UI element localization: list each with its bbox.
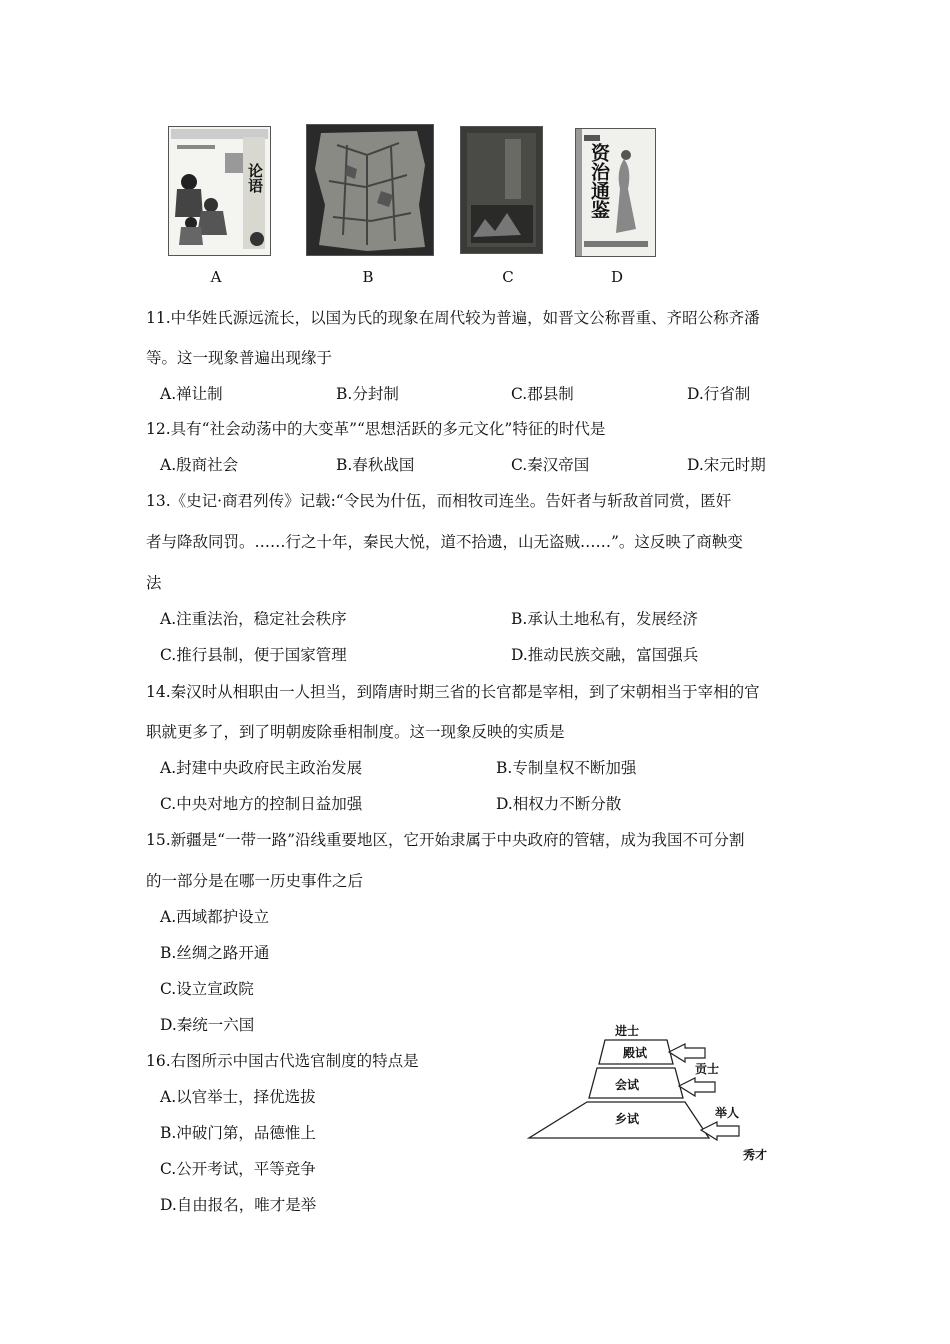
exam-pyramid-diagram: [525, 1018, 785, 1164]
q14-option-b: B.专制皇权不断加强: [496, 759, 637, 777]
pyramid-arrow-3-label: 秀才: [743, 1148, 768, 1162]
image-a-caption: A: [210, 268, 222, 286]
pyramid-level-3-label: 乡试: [615, 1112, 640, 1126]
question-14-line-1: 14.秦汉时从相职由一人担当，到隋唐时期三省的长官都是宰相，到了宋朝相当于宰相的官: [146, 683, 760, 701]
arrow-juren-icon: [679, 1078, 715, 1096]
question-11-line-2: 等。这一现象普遍出现缘于: [146, 349, 333, 367]
question-13-line-3: 法: [146, 574, 162, 592]
q11-option-c: C.郡县制: [511, 385, 574, 403]
pyramid-arrow-2-label: 举人: [715, 1106, 740, 1120]
image-b-stone-map: [306, 124, 434, 256]
pyramid-top-label: 进士: [615, 1024, 640, 1038]
q12-option-a: A.殷商社会: [160, 456, 239, 474]
lunyu-spine-text: 论语: [246, 163, 264, 193]
q16-option-b: B.冲破门第，品德惟上: [160, 1124, 316, 1142]
q14-option-d: D.相权力不断分散: [496, 795, 622, 813]
image-c-dark-book: [460, 126, 543, 254]
image-a-lunyu-book: [168, 126, 271, 256]
pyramid-level-1-label: 殿试: [623, 1046, 648, 1060]
image-d-caption: D: [610, 268, 624, 286]
q11-option-d: D.行省制: [687, 385, 751, 403]
q12-option-b: B.春秋战国: [336, 456, 415, 474]
image-b-caption: B: [362, 268, 374, 286]
image-d-zizhitongjian-book: [575, 128, 656, 257]
q16-option-a: A.以官举士，择优选拔: [160, 1088, 316, 1106]
q16-option-d: D.自由报名，唯才是举: [160, 1196, 317, 1214]
dark-book-cover-icon: [461, 127, 542, 253]
q16-option-c: C.公开考试，平等竞争: [160, 1160, 316, 1178]
q12-option-c: C.秦汉帝国: [511, 456, 590, 474]
stone-rubbing-icon: [307, 125, 433, 255]
q14-option-a: A.封建中央政府民主政治发展: [160, 759, 363, 777]
question-14-line-2: 职就更多了，到了明朝废除垂相制度。这一现象反映的实质是: [146, 723, 565, 741]
q13-option-b: B.承认土地私有，发展经济: [511, 610, 698, 628]
question-15-line-1: 15.新疆是“一带一路”沿线重要地区，它开始隶属于中央政府的管辖，成为我国不可分割: [146, 831, 745, 849]
question-15-line-2: 的一部分是在哪一历史事件之后: [146, 872, 364, 890]
q14-option-c: C.中央对地方的控制日益加强: [160, 795, 363, 813]
question-11-line-1: 11.中华姓氏源远流长，以国为氏的现象在周代较为普遍，如晋文公称晋重、齐昭公称齐潘: [146, 309, 760, 327]
pyramid-shapes: [525, 1018, 785, 1164]
q13-option-c: C.推行县制，便于国家管理: [160, 646, 347, 664]
q15-option-b: B.丝绸之路开通: [160, 944, 270, 962]
pyramid-arrow-1-label: 贡士: [695, 1062, 720, 1076]
question-16-line-1: 16.右图所示中国古代选官制度的特点是: [146, 1052, 419, 1070]
question-12-line-1: 12.具有“社会动荡中的大变革”“思想活跃的多元文化”特征的时代是: [146, 420, 606, 438]
q11-option-b: B.分封制: [336, 385, 399, 403]
zizhitongjian-cover-text: 资治通鉴: [588, 143, 610, 219]
q15-option-a: A.西域都护设立: [160, 908, 270, 926]
question-13-line-1: 13.《史记·商君列传》记载:“令民为什伍，而相牧司连坐。告奸者与斩敌首同赏，匿奸: [146, 492, 732, 510]
q15-option-c: C.设立宣政院: [160, 980, 254, 998]
pyramid-level-2-label: 会试: [615, 1078, 640, 1092]
q13-option-d: D.推动民族交融，富国强兵: [511, 646, 699, 664]
q12-option-d: D.宋元时期: [687, 456, 766, 474]
q15-option-d: D.秦统一六国: [160, 1016, 255, 1034]
question-13-line-2: 者与降敌同罚。……行之十年，秦民大悦，道不拾遗，山无盗贼……”。这反映了商鞅变: [146, 533, 743, 551]
image-c-caption: C: [502, 268, 514, 286]
q11-option-a: A.禅让制: [160, 385, 223, 403]
q13-option-a: A.注重法治，稳定社会秩序: [160, 610, 347, 628]
